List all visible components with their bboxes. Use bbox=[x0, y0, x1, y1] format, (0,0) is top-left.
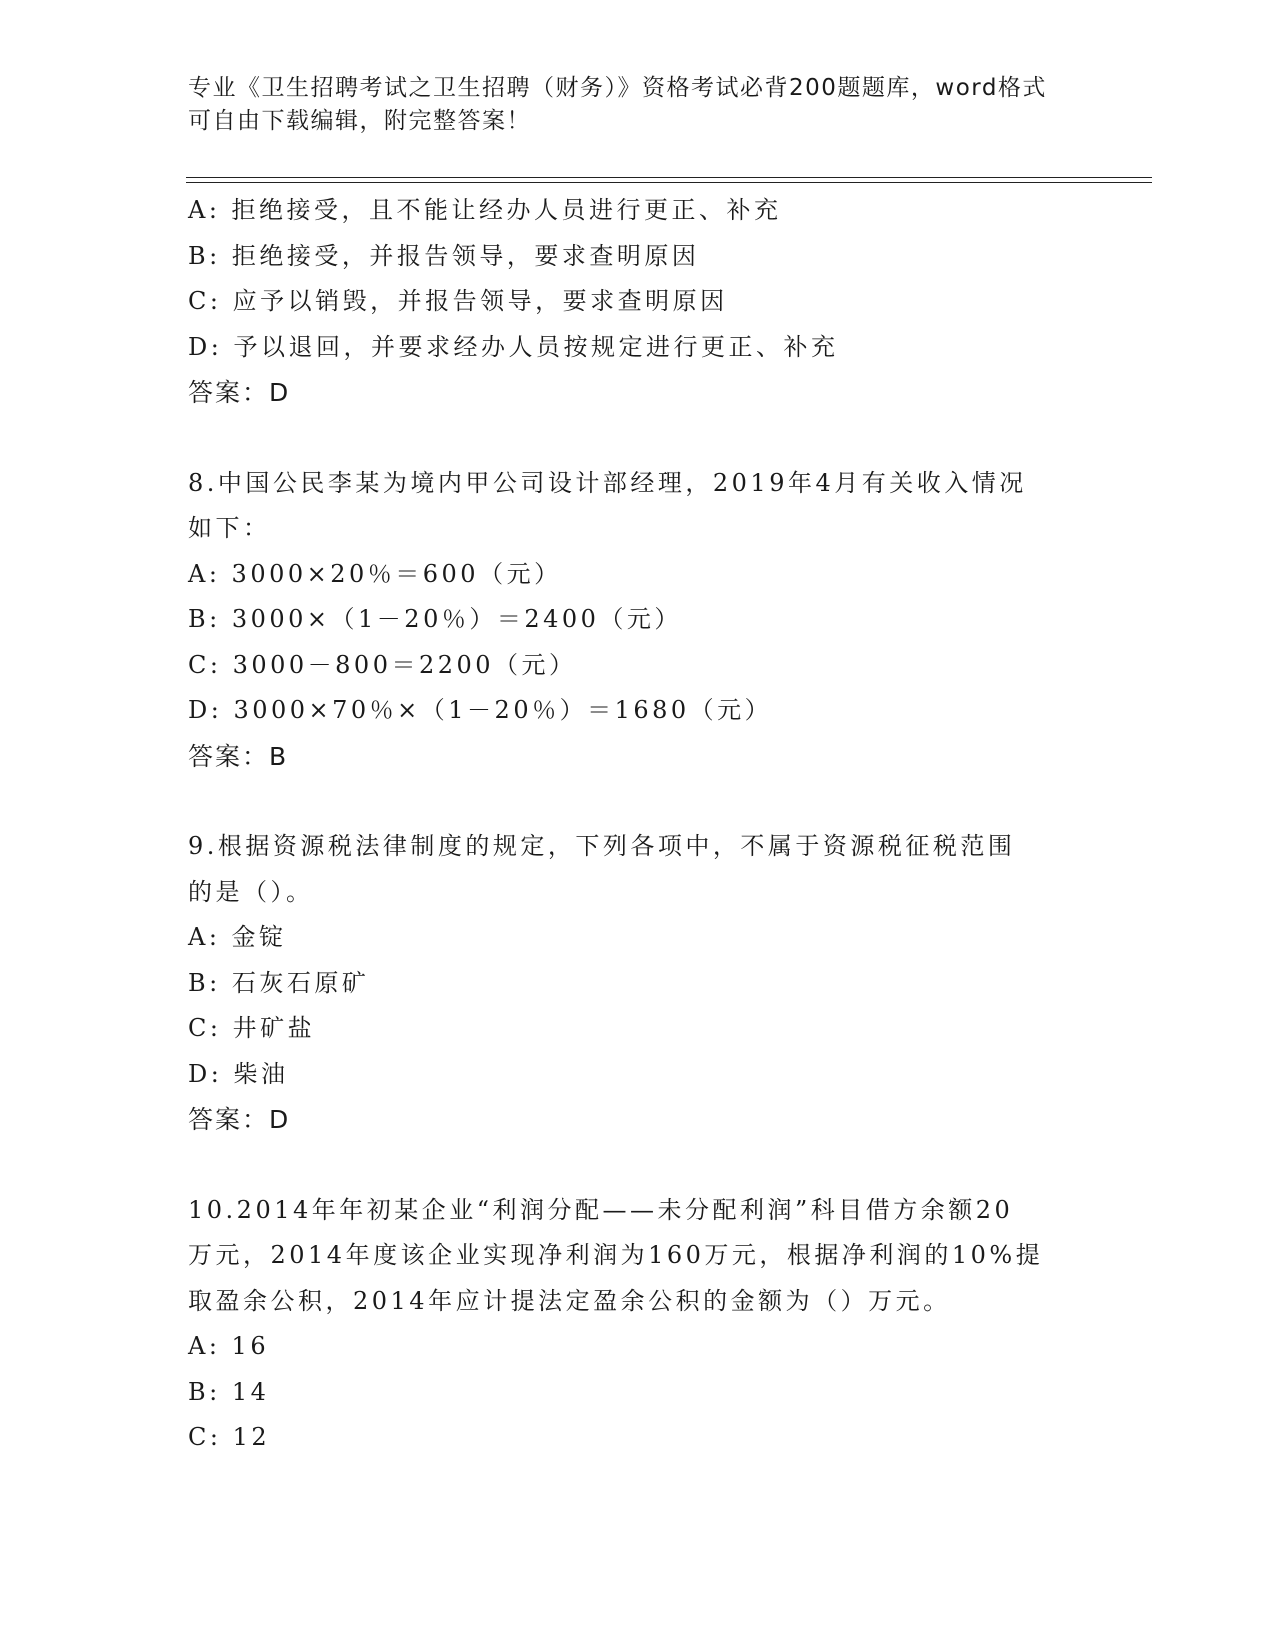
answer: 答案：B bbox=[188, 741, 289, 771]
option-b: B: 拒绝接受，并报告领导，要求查明原因 bbox=[188, 241, 700, 270]
question-10 bbox=[188, 1188, 1088, 1461]
header-line-2: 可自由下载编辑，附完整答案！ bbox=[188, 108, 531, 134]
header-line-1: 专业《卫生招聘考试之卫生招聘（财务）》资格考试必背200题题库，word格式 bbox=[188, 75, 1047, 101]
option-b: B: 14 bbox=[188, 1377, 270, 1406]
option-c: C: 应予以销毁，并报告领导，要求查明原因 bbox=[188, 287, 728, 315]
header-divider-bottom bbox=[186, 182, 1152, 183]
option-a: A: 3000×20％＝600（元） bbox=[188, 559, 562, 588]
option-c: C: 12 bbox=[188, 1423, 271, 1451]
question-7 bbox=[188, 188, 1088, 416]
question-text-line-2: 万元，2014年度该企业实现净利润为160万元，根据净利润的10%提 bbox=[188, 1241, 1044, 1269]
answer: 答案：D bbox=[188, 378, 291, 407]
question-text-line-2: 的是（）。 bbox=[188, 877, 314, 906]
option-a: A: 16 bbox=[188, 1332, 270, 1360]
option-b: B: 3000×（1－20％）＝2400（元） bbox=[188, 605, 682, 633]
option-b: B: 石灰石原矿 bbox=[188, 968, 370, 997]
question-text-line-1: 9.根据资源税法律制度的规定，下列各项中，不属于资源税征税范围 bbox=[188, 832, 1016, 860]
question-content bbox=[188, 188, 1088, 1461]
question-text-line-2: 如下： bbox=[188, 514, 271, 542]
header-divider-top bbox=[186, 177, 1152, 178]
option-d: D: 3000×70％×（1－20％）＝1680（元） bbox=[188, 696, 773, 724]
question-8 bbox=[188, 461, 1088, 780]
option-c: C: 井矿盐 bbox=[188, 1014, 316, 1042]
question-text-line-3: 取盈余公积，2014年应计提法定盈余公积的金额为（）万元。 bbox=[188, 1286, 951, 1315]
option-a: A: 金锭 bbox=[188, 923, 287, 951]
question-9 bbox=[188, 824, 1088, 1143]
option-c: C: 3000－800＝2200（元） bbox=[188, 650, 577, 679]
option-d: D: 柴油 bbox=[188, 1059, 289, 1088]
document-header bbox=[188, 72, 1088, 138]
answer: 答案：D bbox=[188, 1105, 291, 1134]
option-d: D: 予以退回，并要求经办人员按规定进行更正、补充 bbox=[188, 332, 839, 361]
option-a: A: 拒绝接受，且不能让经办人员进行更正、补充 bbox=[188, 196, 782, 224]
question-text-line-1: 8.中国公民李某为境内甲公司设计部经理，2019年4月有关收入情况 bbox=[188, 468, 1027, 497]
question-text-line-1: 10.2014年年初某企业“利润分配——未分配利润”科目借方余额20 bbox=[188, 1195, 1014, 1224]
